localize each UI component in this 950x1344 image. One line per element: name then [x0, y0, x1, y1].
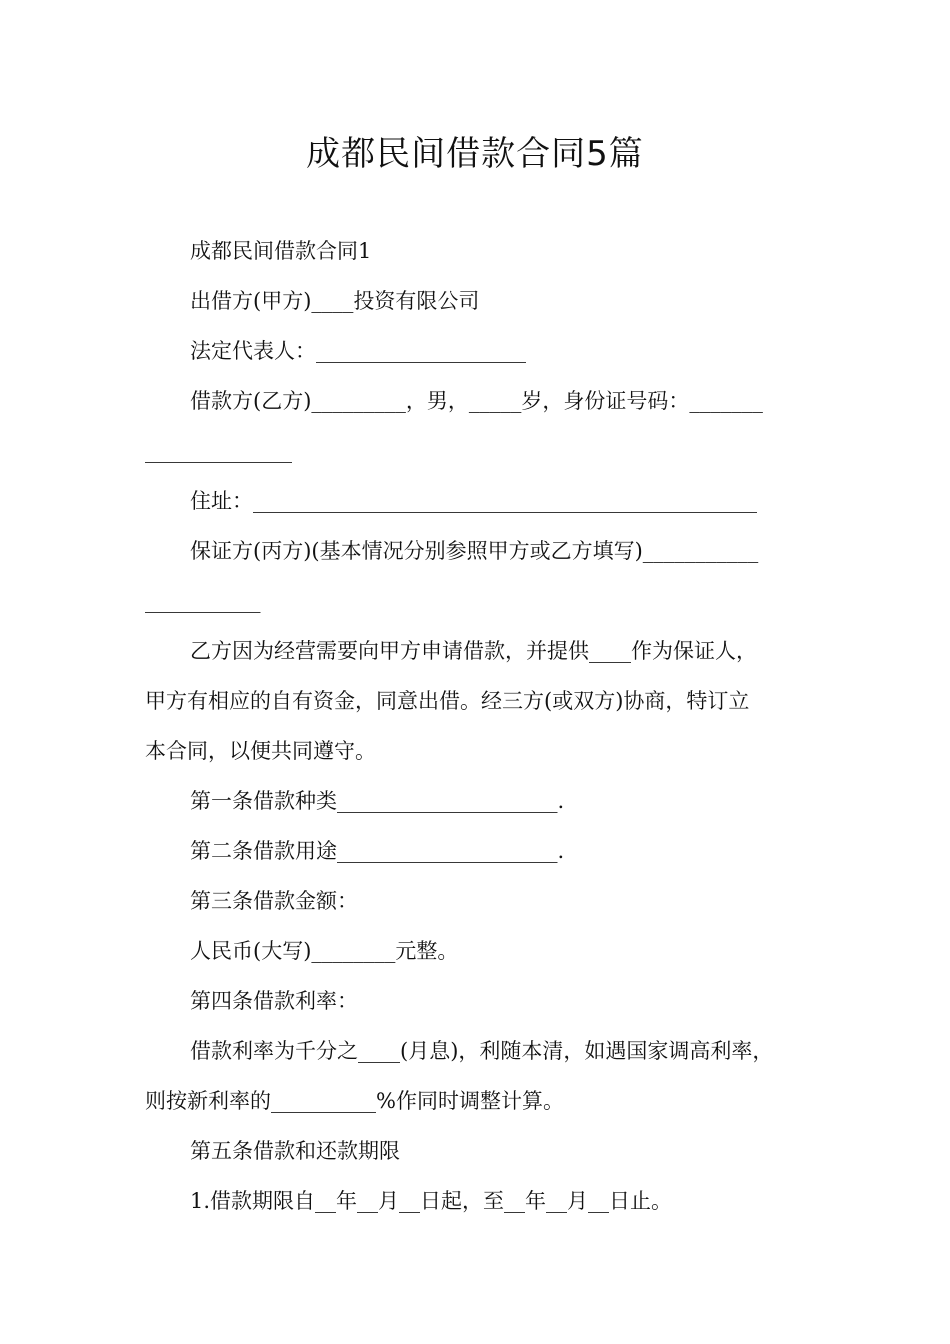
article-4-interest-rate: 第四条借款利率：	[190, 989, 358, 1013]
article-1-loan-type: 第一条借款种类_____________________.	[190, 789, 565, 813]
preamble-line-3: 本合同，以便共同遵守。	[145, 739, 376, 763]
article-2-loan-purpose: 第二条借款用途_____________________.	[190, 839, 565, 863]
article-5-term: 第五条借款和还款期限	[190, 1139, 400, 1163]
preamble-line-1: 乙方因为经营需要向甲方申请借款，并提供____作为保证人，	[190, 639, 757, 663]
preamble-line-2: 甲方有相应的自有资金，同意出借。经三方(或双方)协商，特订立	[145, 689, 750, 713]
contract-heading: 成都民间借款合同1	[190, 239, 372, 263]
lender-line: 出借方(甲方)____投资有限公司	[190, 289, 480, 313]
interest-line-2: 则按新利率的__________%作同时调整计算。	[145, 1089, 564, 1113]
document-title: 成都民间借款合同5篇	[306, 134, 644, 174]
address-line: 住址：________________________________________________	[190, 489, 757, 513]
borrower-line-cont: ______________	[145, 439, 292, 463]
legal-rep-line: 法定代表人：____________________	[190, 339, 526, 363]
guarantor-line: 保证方(丙方)(基本情况分别参照甲方或乙方填写)___________	[190, 539, 759, 563]
guarantor-line-cont: ___________	[145, 589, 261, 613]
amount-rmb-line: 人民币(大写)________元整。	[190, 939, 459, 963]
interest-line-1: 借款利率为千分之____(月息)，利随本清，如遇国家调高利率，	[190, 1039, 774, 1063]
article-3-loan-amount: 第三条借款金额：	[190, 889, 358, 913]
borrower-line: 借款方(乙方)_________，男，_____岁，身份证号码：_______	[190, 389, 763, 413]
term-line-1: 1.借款期限自__年__月__日起，至__年__月__日止。	[190, 1189, 673, 1213]
